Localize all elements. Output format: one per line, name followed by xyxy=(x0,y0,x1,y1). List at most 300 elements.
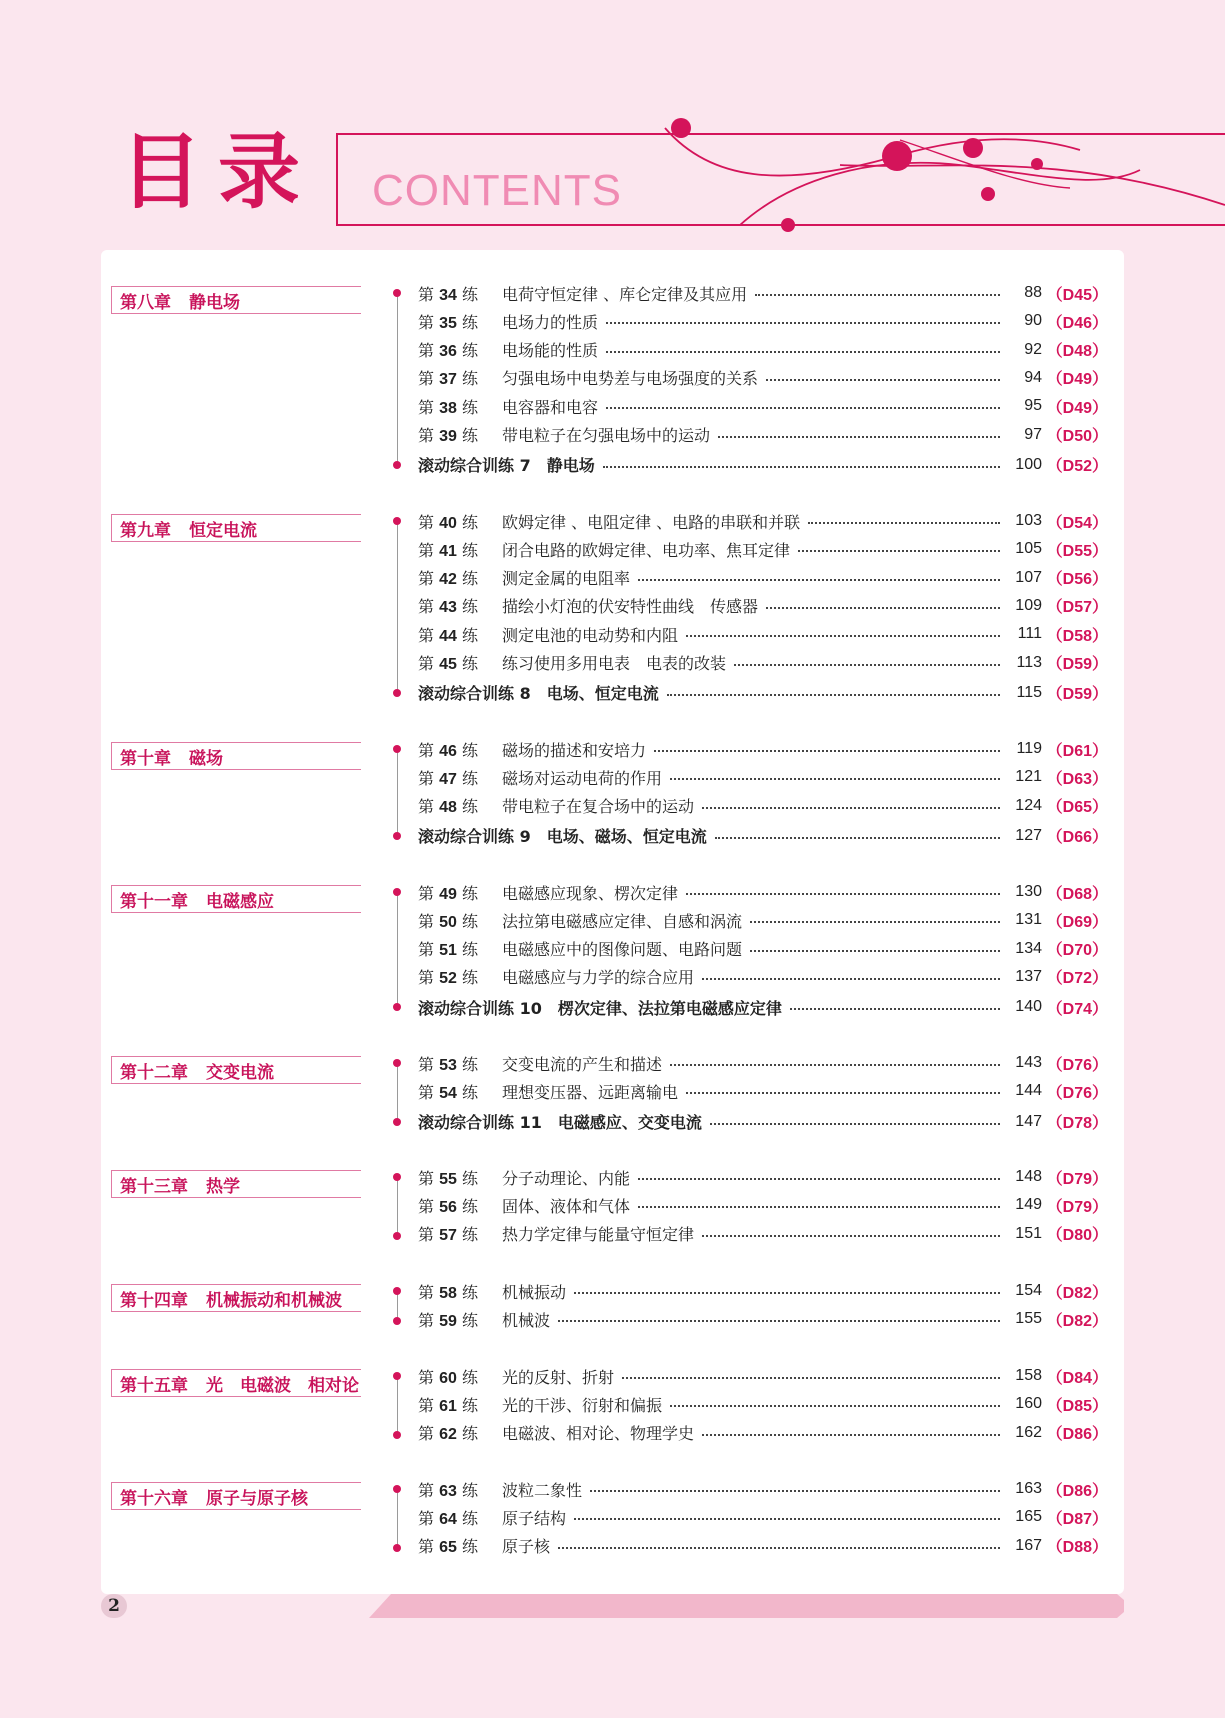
answer-ref: （D76） xyxy=(1046,1084,1108,1102)
toc-entry[interactable] xyxy=(418,366,1108,390)
exercise-prefix: 第 xyxy=(418,597,435,617)
page-ref: 115 xyxy=(1016,683,1042,701)
exercise-number xyxy=(418,651,502,674)
page-ref: 163 xyxy=(1015,1480,1042,1497)
exercise-prefix: 第 xyxy=(418,1225,435,1245)
toc-summary-entry[interactable] xyxy=(418,681,1108,705)
chapter-timeline-line xyxy=(397,749,398,836)
exercise-index: 53 xyxy=(439,1056,457,1074)
exercise-suffix: 练 xyxy=(462,540,479,560)
exercise-suffix: 练 xyxy=(462,740,479,760)
toc-entry[interactable] xyxy=(418,537,1108,561)
bullet-dot-icon xyxy=(393,1431,401,1439)
exercise-suffix: 练 xyxy=(462,1367,479,1387)
page-ref: 111 xyxy=(1017,625,1042,643)
dot-leader xyxy=(686,1092,1000,1094)
summary-title: 滚动综合训练 11 电磁感应、交变电流 xyxy=(418,1113,702,1133)
exercise-number xyxy=(418,1393,502,1416)
bullet-dot-icon xyxy=(393,1173,401,1181)
exercise-index: 40 xyxy=(439,514,457,532)
toc-entry[interactable] xyxy=(418,908,1108,932)
toc-entry[interactable] xyxy=(418,737,1108,761)
summary-title: 滚动综合训练 8 电场、恒定电流 xyxy=(418,684,659,704)
toc-entry[interactable] xyxy=(418,1364,1108,1388)
summary-title: 滚动综合训练 10 楞次定律、法拉第电磁感应定律 xyxy=(418,998,782,1018)
exercise-index: 43 xyxy=(439,599,457,617)
exercise-number xyxy=(418,1166,502,1189)
chapter-heading[interactable] xyxy=(111,742,361,770)
page-ref: 100 xyxy=(1015,455,1042,473)
answer-ref: （D70） xyxy=(1046,942,1108,960)
chapter-heading[interactable] xyxy=(111,514,361,542)
bullet-dot-icon xyxy=(393,1544,401,1552)
exercise-number xyxy=(418,623,502,646)
toc-entry[interactable] xyxy=(418,566,1108,590)
chapter-number: 第九章 xyxy=(120,520,171,541)
exercise-index: 44 xyxy=(439,627,457,645)
dot-leader xyxy=(606,351,1000,353)
exercise-number xyxy=(418,338,502,361)
answer-ref: （D57） xyxy=(1046,599,1108,617)
page-ref: 95 xyxy=(1024,397,1042,415)
toc-entry[interactable] xyxy=(418,880,1108,904)
chapter-name: 磁场 xyxy=(189,748,223,769)
dot-leader xyxy=(574,1518,1000,1520)
exercise-prefix: 第 xyxy=(418,1367,435,1387)
page-ref: 88 xyxy=(1024,284,1042,301)
exercise-index: 41 xyxy=(439,542,457,560)
bullet-dot-icon xyxy=(393,1485,401,1493)
exercise-number xyxy=(418,538,502,561)
exercise-title: 理想变压器、远距离输电 xyxy=(502,1082,679,1102)
exercise-index: 61 xyxy=(439,1397,457,1415)
exercise-suffix: 练 xyxy=(462,768,479,788)
exercise-index: 34 xyxy=(439,286,457,304)
answer-ref: （D63） xyxy=(1046,770,1108,788)
exercise-title: 法拉第电磁感应定律、自感和涡流 xyxy=(502,911,743,931)
exercise-title: 磁场对运动电荷的作用 xyxy=(502,768,663,788)
exercise-suffix: 练 xyxy=(462,883,479,903)
bullet-dot-icon xyxy=(393,888,401,896)
page-ref: 143 xyxy=(1015,1054,1042,1071)
exercise-number xyxy=(418,1506,502,1529)
exercise-index: 55 xyxy=(439,1170,457,1188)
exercise-index: 57 xyxy=(439,1227,457,1245)
answer-ref: （D79） xyxy=(1046,1198,1108,1216)
answer-ref: （D86） xyxy=(1046,1426,1108,1444)
page-ref: 119 xyxy=(1016,740,1042,757)
dot-leader xyxy=(606,407,1000,409)
chapter-name: 机械振动和机械波 xyxy=(206,1290,342,1311)
exercise-prefix: 第 xyxy=(418,740,435,760)
dot-leader xyxy=(702,978,1000,980)
toc-entry[interactable] xyxy=(418,1193,1108,1217)
summary-title: 滚动综合训练 7 静电场 xyxy=(418,456,595,476)
exercise-title: 固体、液体和气体 xyxy=(502,1196,631,1216)
exercise-prefix: 第 xyxy=(418,940,435,960)
chapter-number: 第十五章 xyxy=(120,1375,188,1396)
exercise-title: 带电粒子在匀强电场中的运动 xyxy=(502,426,711,445)
dot-leader xyxy=(638,579,1000,581)
answer-ref: （D54） xyxy=(1046,514,1108,532)
exercise-index: 35 xyxy=(439,314,457,332)
bullet-dot-icon xyxy=(393,689,401,697)
chapter-heading[interactable] xyxy=(111,885,361,913)
dot-leader xyxy=(798,550,1000,552)
exercise-index: 54 xyxy=(439,1084,457,1102)
page-ref: 113 xyxy=(1016,653,1042,671)
exercise-index: 37 xyxy=(439,371,457,389)
exercise-number xyxy=(418,1365,502,1388)
exercise-number xyxy=(418,1534,502,1557)
toc-entry[interactable] xyxy=(418,937,1108,961)
dot-leader xyxy=(638,1178,1000,1180)
exercise-suffix: 练 xyxy=(462,1537,479,1557)
dot-leader xyxy=(574,1292,1000,1294)
toc-entry[interactable] xyxy=(418,1051,1108,1075)
chapter-number: 第十一章 xyxy=(120,891,188,912)
answer-ref: （D50） xyxy=(1046,428,1108,445)
exercise-number xyxy=(418,510,502,533)
exercise-number xyxy=(418,310,502,333)
chapter-heading[interactable] xyxy=(111,1170,361,1198)
exercise-suffix: 练 xyxy=(462,312,479,332)
toc-entry[interactable] xyxy=(418,394,1108,418)
exercise-number xyxy=(418,909,502,932)
answer-ref: （D45） xyxy=(1046,286,1108,304)
answer-ref: （D49） xyxy=(1046,371,1108,389)
exercise-prefix: 第 xyxy=(418,1196,435,1216)
chapter-name: 恒定电流 xyxy=(189,520,257,541)
exercise-title: 电磁感应现象、楞次定律 xyxy=(502,883,679,903)
page-ref: 154 xyxy=(1015,1282,1042,1299)
bullet-dot-icon xyxy=(393,1232,401,1240)
dot-leader xyxy=(686,635,1000,637)
chapter-name: 热学 xyxy=(206,1176,240,1197)
exercise-number xyxy=(418,965,502,988)
chapter-number: 第十四章 xyxy=(120,1290,188,1311)
page-ref: 90 xyxy=(1024,312,1042,330)
toc-entry[interactable] xyxy=(418,1477,1108,1501)
answer-ref: （D66） xyxy=(1046,829,1108,847)
dot-leader xyxy=(606,322,1000,324)
exercise-prefix: 第 xyxy=(418,426,435,445)
exercise-number xyxy=(418,423,502,446)
exercise-number xyxy=(418,1421,502,1444)
exercise-number xyxy=(418,1308,502,1331)
chapter-heading[interactable] xyxy=(111,286,361,314)
exercise-index: 64 xyxy=(439,1510,457,1528)
page-ref: 137 xyxy=(1015,967,1042,985)
toc-entry[interactable] xyxy=(418,1165,1108,1189)
toc-entry[interactable] xyxy=(418,281,1108,305)
answer-ref: （D72） xyxy=(1046,970,1108,988)
chapter-name: 电磁感应 xyxy=(206,891,274,912)
bullet-dot-icon xyxy=(393,289,401,297)
exercise-suffix: 练 xyxy=(462,369,479,389)
chapter-name: 原子与原子核 xyxy=(206,1488,308,1509)
dot-leader xyxy=(715,837,1000,839)
toc-entry[interactable] xyxy=(418,594,1108,618)
chapter-timeline-line xyxy=(397,1489,398,1548)
page-ref: 148 xyxy=(1015,1168,1042,1185)
page-ref: 147 xyxy=(1015,1112,1042,1130)
page-ref: 151 xyxy=(1015,1224,1042,1242)
exercise-prefix: 第 xyxy=(418,1082,435,1102)
page-ref: 127 xyxy=(1015,826,1042,844)
exercise-title: 描绘小灯泡的伏安特性曲线 传感器 xyxy=(502,597,759,617)
exercise-title: 原子核 xyxy=(502,1537,551,1557)
toc-entry[interactable] xyxy=(418,1534,1108,1558)
page-subtitle: CONTENTS xyxy=(372,166,622,215)
dot-leader xyxy=(710,1123,1000,1125)
exercise-number xyxy=(418,566,502,589)
exercise-suffix: 练 xyxy=(462,911,479,931)
page-ref: 134 xyxy=(1015,939,1042,957)
exercise-title: 电荷守恒定律 、库仑定律及其应用 xyxy=(502,284,748,304)
toc-entry[interactable] xyxy=(418,1222,1108,1246)
answer-ref: （D56） xyxy=(1046,571,1108,589)
exercise-suffix: 练 xyxy=(462,426,479,445)
chapter-heading[interactable] xyxy=(111,1369,361,1397)
toc-entry[interactable] xyxy=(418,1392,1108,1416)
exercise-index: 46 xyxy=(439,742,457,760)
exercise-number xyxy=(418,1052,502,1075)
toc-entry[interactable] xyxy=(418,1421,1108,1445)
exercise-title: 测定电池的电动势和内阻 xyxy=(502,625,679,645)
bullet-dot-icon xyxy=(393,1372,401,1380)
toc-summary-entry[interactable] xyxy=(418,1110,1108,1134)
exercise-title: 热力学定律与能量守恒定律 xyxy=(502,1225,695,1245)
answer-ref: （D79） xyxy=(1046,1170,1108,1188)
exercise-title: 分子动理论、内能 xyxy=(502,1168,631,1188)
bullet-dot-icon xyxy=(393,517,401,525)
dot-leader xyxy=(670,778,1000,780)
page-ref: 109 xyxy=(1015,596,1042,614)
dot-leader xyxy=(654,750,1000,752)
chapter-timeline-line xyxy=(397,1063,398,1122)
chapter-number: 第十六章 xyxy=(120,1488,188,1509)
dot-leader xyxy=(808,522,1000,524)
toc-summary-entry[interactable] xyxy=(418,995,1108,1019)
exercise-suffix: 练 xyxy=(462,1282,479,1302)
chapter-timeline-line xyxy=(397,1376,398,1435)
answer-ref: （D69） xyxy=(1046,913,1108,931)
chapter-timeline-line xyxy=(397,1177,398,1236)
exercise-title: 原子结构 xyxy=(502,1508,567,1528)
exercise-index: 42 xyxy=(439,571,457,589)
summary-title: 滚动综合训练 9 电场、磁场、恒定电流 xyxy=(418,827,707,847)
exercise-prefix: 第 xyxy=(418,797,435,817)
exercise-index: 65 xyxy=(439,1539,457,1557)
chapter-name: 光 电磁波 相对论 xyxy=(206,1375,359,1396)
toc-entry[interactable] xyxy=(418,1505,1108,1529)
exercise-title: 欧姆定律 、电阻定律 、电路的串联和并联 xyxy=(502,512,801,532)
answer-ref: （D59） xyxy=(1046,686,1108,704)
dot-leader xyxy=(702,1434,1000,1436)
exercise-title: 闭合电路的欧姆定律、电功率、焦耳定律 xyxy=(502,540,791,560)
exercise-title: 交变电流的产生和描述 xyxy=(502,1054,663,1074)
page-ref: 103 xyxy=(1015,512,1042,529)
page-ref: 131 xyxy=(1015,911,1042,929)
chapter-heading[interactable] xyxy=(111,1284,361,1312)
answer-ref: （D59） xyxy=(1046,656,1108,673)
exercise-suffix: 练 xyxy=(462,397,479,417)
exercise-index: 47 xyxy=(439,770,457,788)
dot-leader xyxy=(590,1490,1000,1492)
chapter-name: 静电场 xyxy=(189,292,240,313)
exercise-number xyxy=(418,1080,502,1103)
dot-leader xyxy=(670,1064,1000,1066)
chapter-heading[interactable] xyxy=(111,1056,361,1084)
answer-ref: （D86） xyxy=(1046,1482,1108,1500)
dot-leader xyxy=(790,1008,1000,1010)
exercise-title: 电磁感应中的图像问题、电路问题 xyxy=(502,940,743,960)
page-ref: 158 xyxy=(1015,1367,1042,1384)
answer-ref: （D82） xyxy=(1046,1284,1108,1302)
page-ref: 167 xyxy=(1015,1536,1042,1554)
exercise-suffix: 练 xyxy=(462,597,479,617)
dot-leader xyxy=(667,694,1000,696)
exercise-suffix: 练 xyxy=(462,1082,479,1102)
exercise-index: 56 xyxy=(439,1198,457,1216)
exercise-suffix: 练 xyxy=(462,797,479,817)
answer-ref: （D48） xyxy=(1046,343,1108,361)
dot-leader xyxy=(603,466,1000,468)
chapter-number: 第十三章 xyxy=(120,1176,188,1197)
footer-bar xyxy=(101,1594,1124,1618)
page-ref: 149 xyxy=(1015,1196,1042,1214)
answer-ref: （D74） xyxy=(1046,1000,1108,1018)
exercise-prefix: 第 xyxy=(418,1424,435,1444)
exercise-index: 52 xyxy=(439,970,457,988)
toc-entry[interactable] xyxy=(418,338,1108,362)
toc-entry[interactable] xyxy=(418,1307,1108,1331)
exercise-prefix: 第 xyxy=(418,341,435,361)
bullet-dot-icon xyxy=(393,745,401,753)
toc-entry[interactable] xyxy=(418,765,1108,789)
exercise-index: 60 xyxy=(439,1369,457,1387)
exercise-number xyxy=(418,937,502,960)
toc-entry[interactable] xyxy=(418,622,1108,646)
exercise-number xyxy=(418,738,502,761)
toc-entry[interactable] xyxy=(418,309,1108,333)
answer-ref: （D55） xyxy=(1046,542,1108,560)
exercise-suffix: 练 xyxy=(462,1168,479,1188)
exercise-title: 带电粒子在复合场中的运动 xyxy=(502,797,695,817)
toc-entry[interactable] xyxy=(418,1079,1108,1103)
page-ref: 165 xyxy=(1015,1508,1042,1526)
exercise-prefix: 第 xyxy=(418,1395,435,1415)
answer-ref: （D46） xyxy=(1046,314,1108,332)
exercise-title: 电磁感应与力学的综合应用 xyxy=(502,968,695,988)
page-ref: 140 xyxy=(1015,998,1042,1016)
exercise-title: 机械波 xyxy=(502,1310,551,1330)
exercise-prefix: 第 xyxy=(418,540,435,560)
dot-leader xyxy=(558,1320,1000,1322)
exercise-prefix: 第 xyxy=(418,369,435,389)
chapter-timeline-line xyxy=(397,892,398,1007)
page-ref: 92 xyxy=(1024,340,1042,358)
page-ref: 124 xyxy=(1015,796,1042,814)
answer-ref: （D65） xyxy=(1046,799,1108,817)
dot-leader xyxy=(670,1405,1000,1407)
exercise-number xyxy=(418,794,502,817)
exercise-index: 62 xyxy=(439,1426,457,1444)
toc-summary-entry[interactable] xyxy=(418,453,1108,477)
exercise-index: 36 xyxy=(439,343,457,361)
dot-leader xyxy=(686,893,1000,895)
exercise-title: 匀强电场中电势差与电场强度的关系 xyxy=(502,369,759,389)
toc-entry[interactable] xyxy=(418,651,1108,675)
exercise-index: 39 xyxy=(439,428,457,445)
exercise-prefix: 第 xyxy=(418,911,435,931)
exercise-number xyxy=(418,1280,502,1303)
dot-leader xyxy=(702,1235,1000,1237)
dot-leader xyxy=(558,1547,1000,1549)
exercise-prefix: 第 xyxy=(418,1310,435,1330)
exercise-title: 磁场的描述和安培力 xyxy=(502,740,647,760)
exercise-prefix: 第 xyxy=(418,768,435,788)
exercise-suffix: 练 xyxy=(462,512,479,532)
bullet-dot-icon xyxy=(393,832,401,840)
exercise-index: 45 xyxy=(439,656,457,673)
page-ref: 94 xyxy=(1024,368,1042,386)
exercise-prefix: 第 xyxy=(418,1508,435,1528)
toc-entry[interactable] xyxy=(418,794,1108,818)
exercise-prefix: 第 xyxy=(418,968,435,988)
answer-ref: （D76） xyxy=(1046,1056,1108,1074)
answer-ref: （D78） xyxy=(1046,1115,1108,1133)
dot-leader xyxy=(702,807,1000,809)
chapter-heading[interactable] xyxy=(111,1482,361,1510)
exercise-suffix: 练 xyxy=(462,1196,479,1216)
exercise-title: 测定金属的电阻率 xyxy=(502,569,631,589)
chapter-timeline-line xyxy=(397,293,398,465)
toc-entry[interactable] xyxy=(418,509,1108,533)
toc-entry[interactable] xyxy=(418,423,1108,447)
toc-entry[interactable] xyxy=(418,965,1108,989)
toc-entry[interactable] xyxy=(418,1279,1108,1303)
exercise-suffix: 练 xyxy=(462,1310,479,1330)
page-ref: 162 xyxy=(1015,1423,1042,1441)
chapter-number: 第八章 xyxy=(120,292,171,313)
exercise-number xyxy=(418,881,502,904)
chapter-number: 第十二章 xyxy=(120,1062,188,1083)
exercise-number xyxy=(418,766,502,789)
exercise-title: 光的干涉、衍射和偏振 xyxy=(502,1395,663,1415)
exercise-prefix: 第 xyxy=(418,312,435,332)
exercise-prefix: 第 xyxy=(418,1537,435,1557)
answer-ref: （D52） xyxy=(1046,458,1108,476)
chapter-number: 第十章 xyxy=(120,748,171,769)
exercise-title: 电磁波、相对论、物理学史 xyxy=(502,1424,695,1444)
bullet-dot-icon xyxy=(393,1118,401,1126)
exercise-prefix: 第 xyxy=(418,512,435,532)
answer-ref: （D82） xyxy=(1046,1312,1108,1330)
exercise-prefix: 第 xyxy=(418,1480,435,1500)
page-ref: 97 xyxy=(1024,425,1042,443)
exercise-number xyxy=(418,594,502,617)
exercise-prefix: 第 xyxy=(418,625,435,645)
exercise-suffix: 练 xyxy=(462,1480,479,1500)
exercise-number xyxy=(418,1194,502,1217)
toc-summary-entry[interactable] xyxy=(418,824,1108,848)
exercise-title: 波粒二象性 xyxy=(502,1480,583,1500)
exercise-suffix: 练 xyxy=(462,284,479,304)
dot-leader xyxy=(755,294,1000,296)
exercise-number xyxy=(418,1222,502,1245)
